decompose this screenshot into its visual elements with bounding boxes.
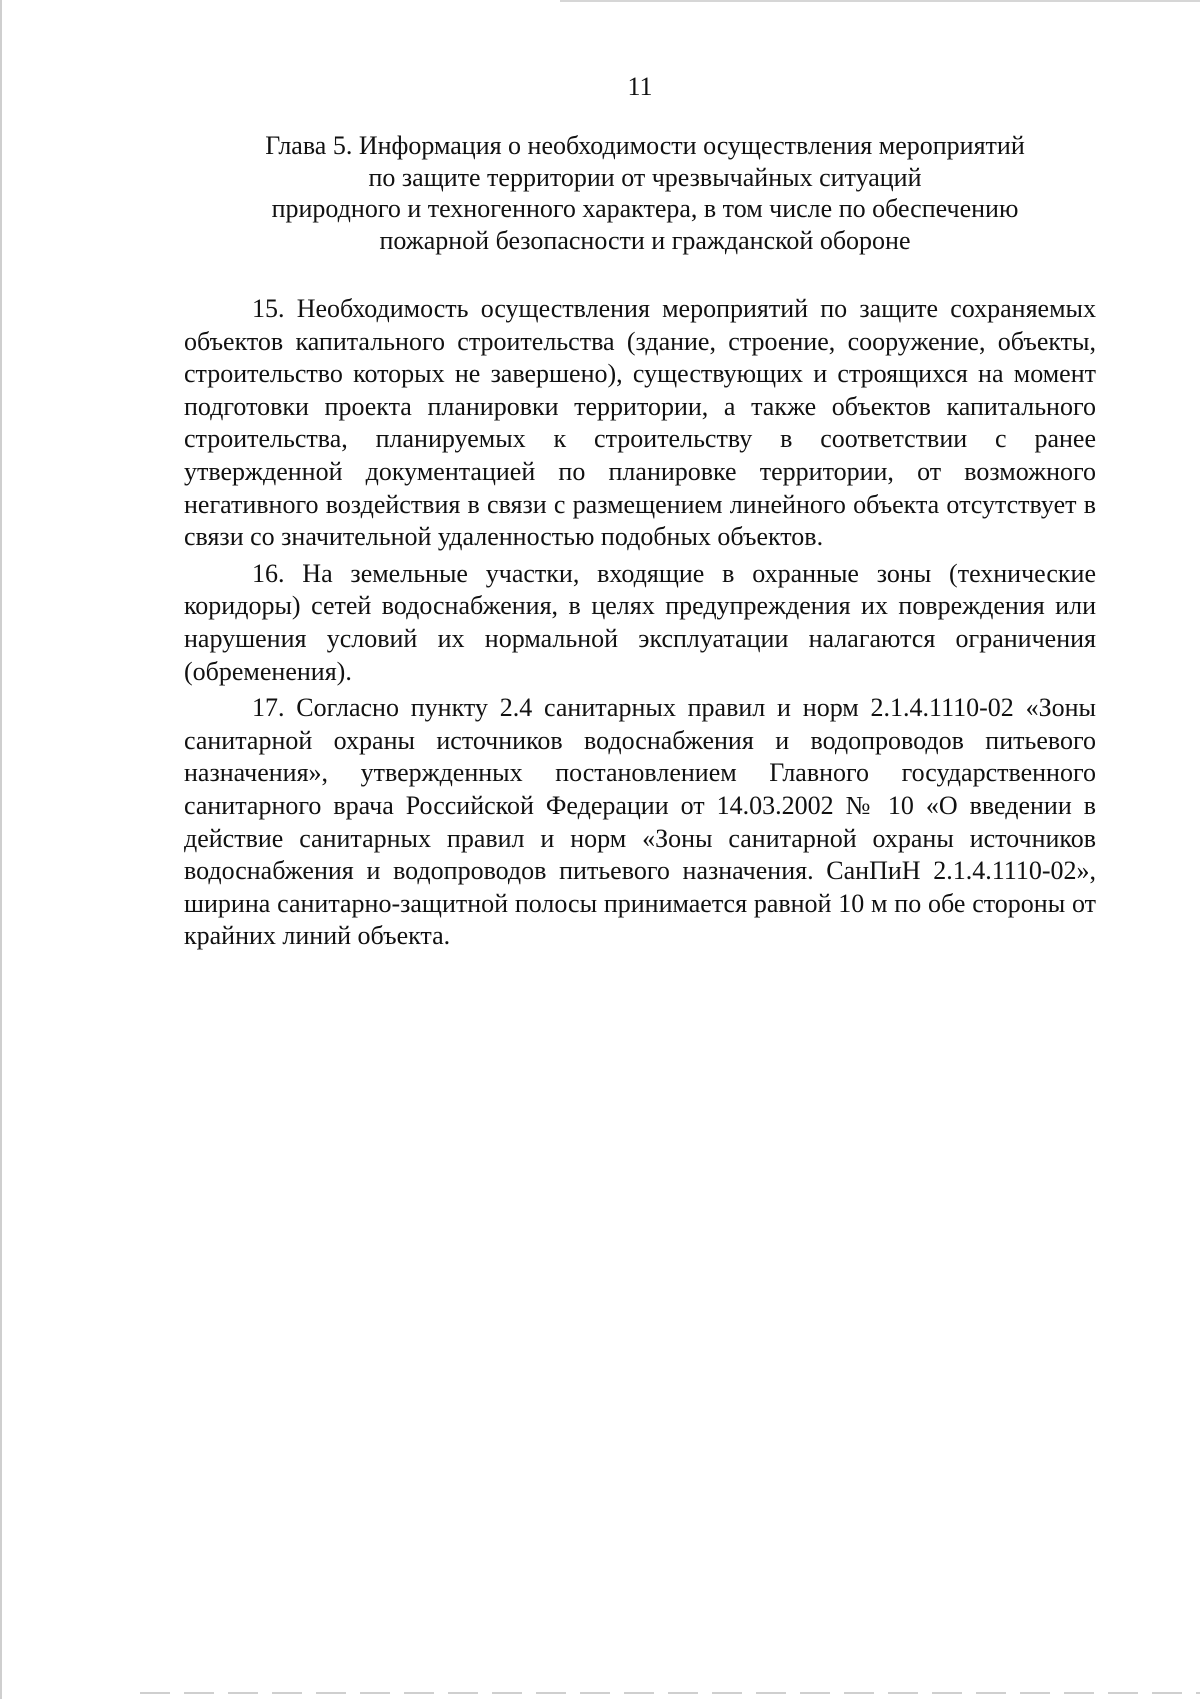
paragraph-15: 15. Необходимость осуществления мероприятий по защите сохраняемых объектов капитального строительства (здание, строение, сооружение, объекты, строительство которых не завершено), существующих и строящихся на момент подготовки проекта планировки территории, а также объектов капитального строительства, планируемых к строительству в соответствии с ранее утвержденной документацией по планировке территории, от возможного негативного воздействия в связи с размещением линейного объекта отсутствует в связи со значительной удаленностью подобных объектов.: [184, 294, 1096, 552]
page-number: 11: [627, 72, 653, 101]
chapter-title-line: пожарной безопасности и гражданской обороне: [379, 225, 911, 255]
chapter-title: [180, 130, 1110, 256]
scan-edge-top: [560, 0, 1200, 2]
chapter-title-line: по защите территории от чрезвычайных ситуаций: [368, 162, 922, 192]
paragraph-17: 17. Согласно пункту 2.4 санитарных правил и норм 2.1.4.1110-02 «Зоны санитарной охраны источников водоснабжения и водопроводов питьевого назначения», утвержденных постановлением Главного государственного санитарного врача Российской Федерации от 14.03.2002 № 10 «О введении в действие санитарных правил и норм «Зоны санитарной охраны источников водоснабжения и водопроводов питьевого назначения. СанПиН 2.1.4.1110-02», ширина санитарно-защитной полосы принимается равной 10 м по обе стороны от крайних линий объекта.: [184, 693, 1096, 951]
scan-edge-bottom: [140, 1692, 1200, 1694]
paragraph-16: 16. На земельные участки, входящие в охранные зоны (технические коридоры) сетей водоснабжения, в целях предупреждения их повреждения или нарушения условий их нормальной эксплуатации налагаются ограничения (обременения).: [184, 558, 1096, 686]
document-body: [184, 293, 1096, 953]
scan-edge-left: [0, 0, 2, 1699]
chapter-title-line: природного и техногенного характера, в том числе по обеспечению: [271, 194, 1019, 223]
chapter-title-line: Глава 5. Информация о необходимости осуществления мероприятий: [265, 131, 1025, 160]
